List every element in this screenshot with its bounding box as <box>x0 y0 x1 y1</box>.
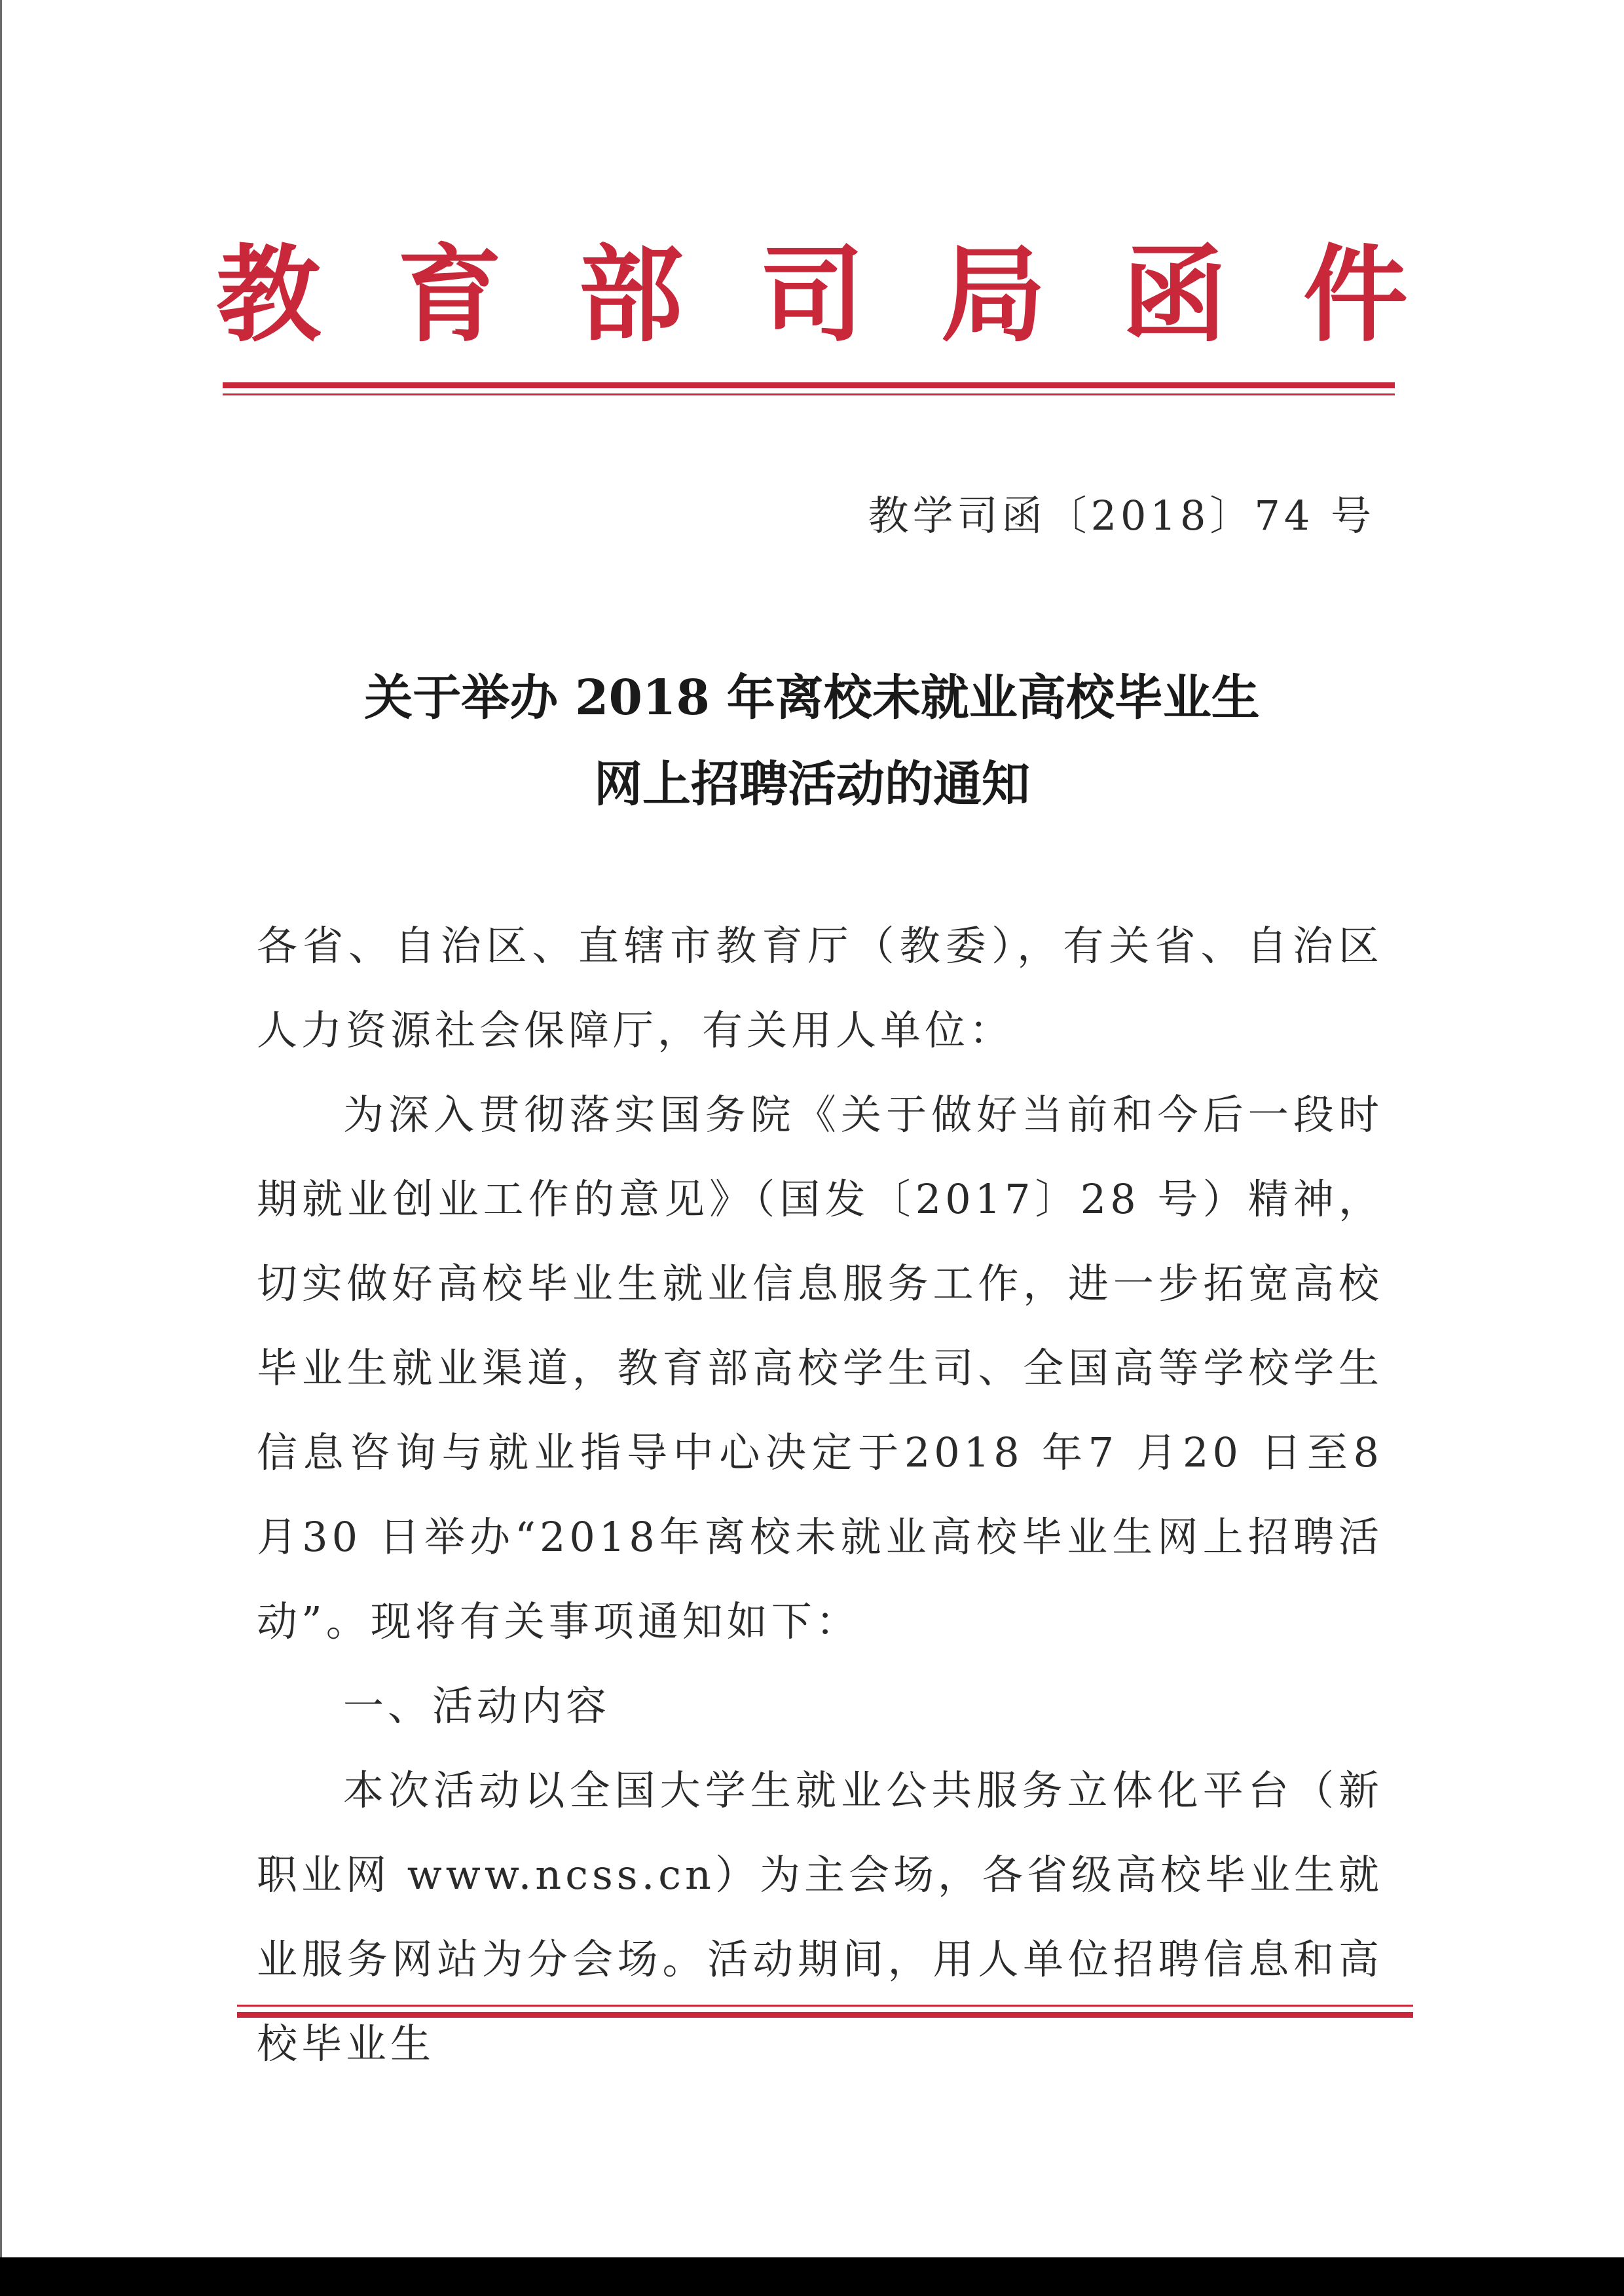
section-heading: 一、活动内容 <box>343 1682 611 1730</box>
letterhead-char: 司 <box>759 233 864 356</box>
letterhead-rule-thin <box>223 393 1395 395</box>
document-title-line-1: 关于举办 2018 年离校未就业高校毕业生 <box>364 670 1260 726</box>
salutation: 各省、自治区、直辖市教育厅（教委），有关省、自治区人力资源社会保障厅，有关用人单位： <box>257 922 1383 1054</box>
body-paragraph: 为深入贯彻落实国务院《关于做好当前和今后一段时期就业创业工作的意见》（国发〔2017〕28 号）精神，切实做好高校毕业生就业信息服务工作，进一步拓宽高校毕业生就业渠道，教育部高校学生司、全国高等学校学生信息咨询与就业指导中心决定于2018 年7 月20 日至8 月30 日举办“2018年离校未就业高校毕业生网上招聘活动”。现将有关事项通知如下： <box>257 1091 1383 1645</box>
scan-left-edge <box>0 0 2 2296</box>
letterhead-char: 育 <box>397 233 502 356</box>
document-title <box>249 655 1375 828</box>
scan-bottom-band <box>0 2257 1624 2296</box>
letterhead-char: 函 <box>1122 233 1227 356</box>
body-paragraph: 本次活动以全国大学生就业公共服务立体化平台（新职业网 www.ncss.cn）为主会场，各省级高校毕业生就业服务网站为分会场。活动期间，用人单位招聘信息和高校毕业生 <box>257 1766 1383 2068</box>
letterhead-rule-thick <box>223 382 1395 388</box>
footer-rule-thick <box>237 2012 1413 2018</box>
document-body <box>257 903 1383 2086</box>
letterhead-char: 教 <box>216 233 322 356</box>
footer-rule-thin <box>237 2005 1413 2007</box>
letterhead-char: 件 <box>1302 233 1408 356</box>
letterhead-title <box>216 216 1408 373</box>
document-number: 教学司函〔2018〕74 号 <box>868 492 1375 539</box>
letterhead-char: 部 <box>578 233 684 356</box>
letterhead-char: 局 <box>940 233 1046 356</box>
document-title-line-2: 网上招聘活动的通知 <box>594 756 1030 812</box>
